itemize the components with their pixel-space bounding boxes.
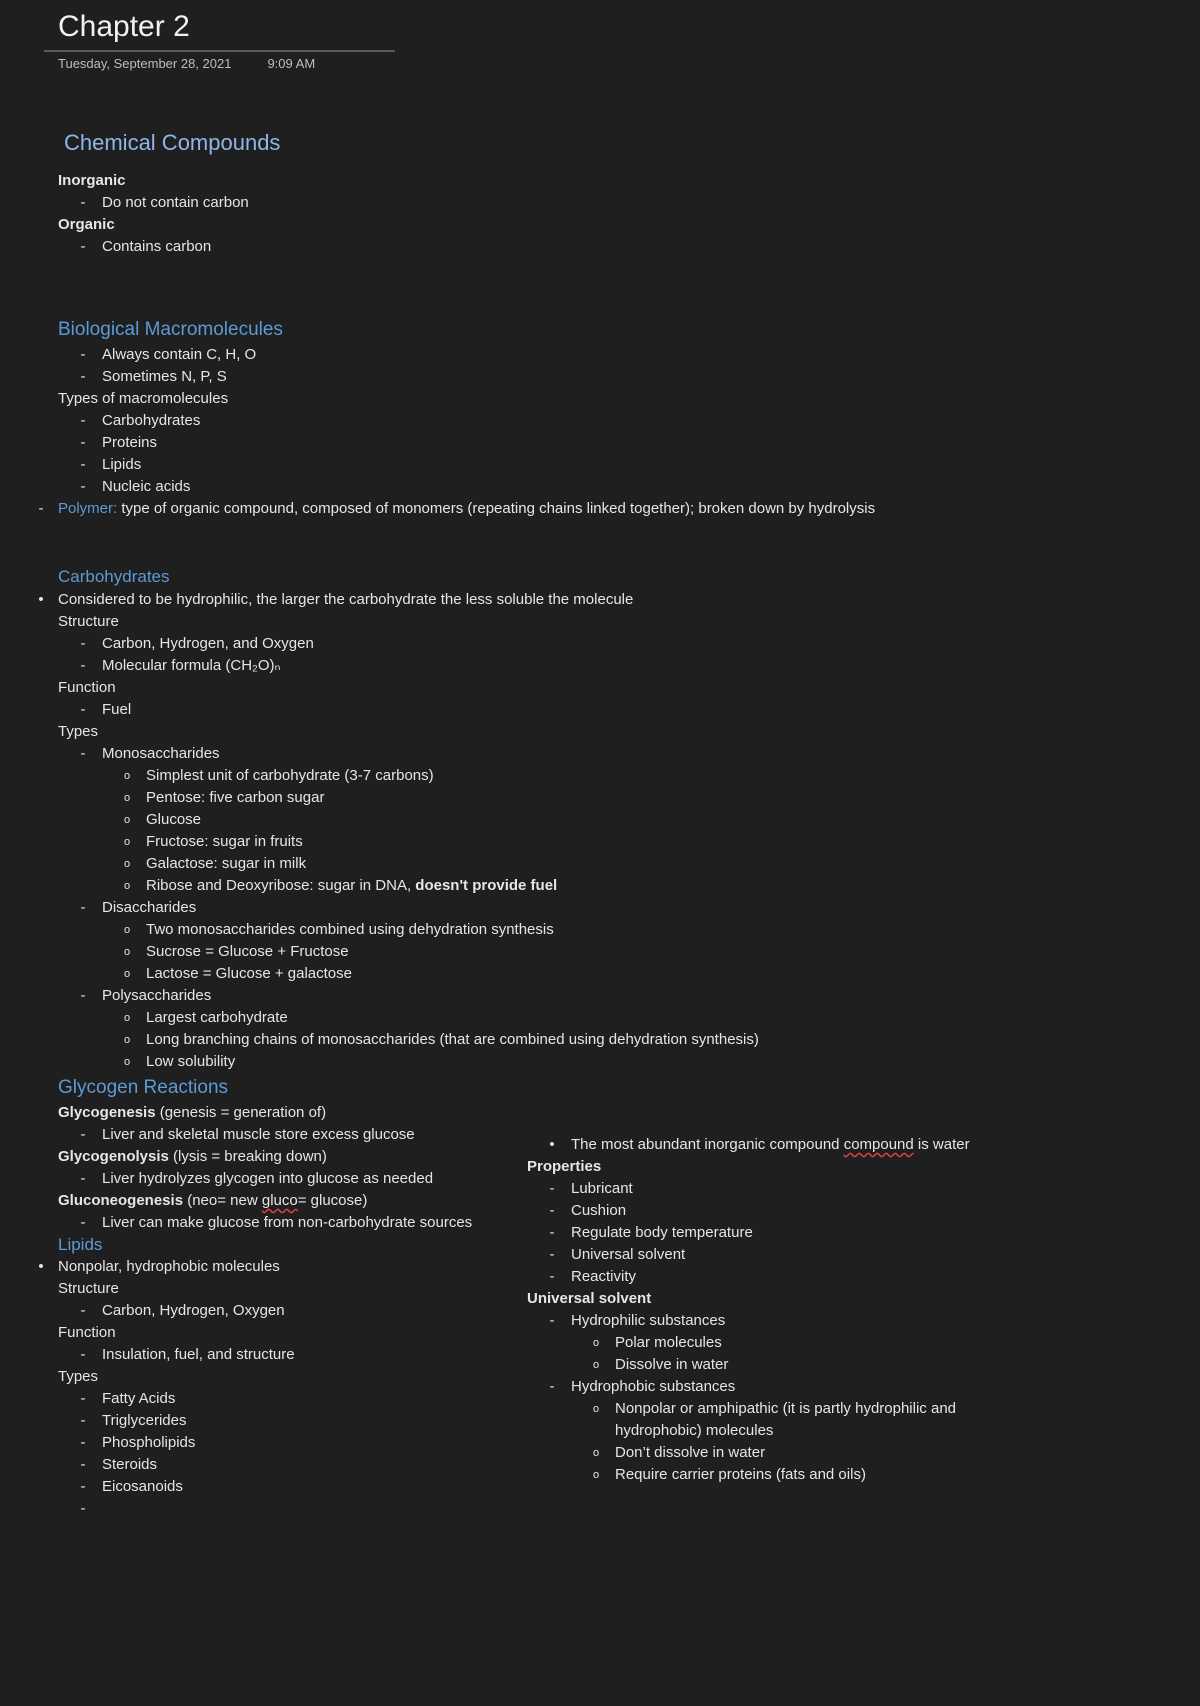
list-item: - Carbon, Hydrogen, Oxygen <box>58 1300 538 1322</box>
dash-bullet-icon: - <box>549 1224 555 1241</box>
list-item: - Liver and skeletal muscle store excess glucose <box>58 1124 538 1146</box>
glycogenolysis-line: Glycogenolysis (lysis = breaking down) <box>58 1148 327 1165</box>
chemical-compounds-section <box>58 126 558 258</box>
list-item: - Cushion <box>527 1200 1047 1222</box>
list-item: o Polar molecules <box>527 1332 1047 1354</box>
circle-bullet-icon: o <box>123 792 131 804</box>
dash-bullet-icon: - <box>80 346 86 363</box>
list-item: o Simplest unit of carbohydrate (3-7 carbons) <box>58 765 958 787</box>
carbohydrates-heading: Carbohydrates <box>58 567 170 586</box>
water-section <box>527 1134 1047 1486</box>
list-item: o Low solubility <box>58 1051 958 1073</box>
dash-bullet-icon: - <box>80 1390 86 1407</box>
dash-bullet-icon: - <box>80 1500 86 1517</box>
list-item: - Fuel <box>58 699 958 721</box>
lipids-heading: Lipids <box>58 1235 103 1254</box>
inorganic-label: Inorganic <box>58 172 126 189</box>
dash-bullet-icon: - <box>549 1246 555 1263</box>
circle-bullet-icon: o <box>123 946 131 958</box>
dash-bullet-icon: - <box>80 899 86 916</box>
list-item: - Liver can make glucose from non-carbohydrate sources <box>58 1212 538 1234</box>
list-item: - Contains carbon <box>58 236 558 258</box>
page-date: Tuesday, September 28, 2021 <box>58 56 232 71</box>
circle-bullet-icon: o <box>592 1359 600 1371</box>
page-title: Chapter 2 <box>58 10 190 43</box>
polymer-definition: - Polymer: type of organic compound, composed of monomers (repeating chains linked together); broken down by hydrolysis <box>58 498 898 520</box>
list-item: o Require carrier proteins (fats and oils) <box>527 1464 1047 1486</box>
glycogen-lipids-section <box>38 1074 538 1520</box>
list-item: o Galactose: sugar in milk <box>58 853 958 875</box>
polymer-term: Polymer: <box>58 500 118 517</box>
glycogen-reactions-heading: Glycogen Reactions <box>58 1077 229 1098</box>
list-item: - Triglycerides <box>58 1410 538 1432</box>
dash-bullet-icon: - <box>80 456 86 473</box>
list-item: - Insulation, fuel, and structure <box>58 1344 538 1366</box>
round-bullet-icon: • <box>38 591 44 608</box>
round-bullet-icon: • <box>38 1258 44 1275</box>
dash-bullet-icon: - <box>80 701 86 718</box>
structure-label: Structure <box>58 1280 119 1297</box>
function-label: Function <box>58 1324 116 1341</box>
list-item: - Do not contain carbon <box>58 192 558 214</box>
list-item: - Liver hydrolyzes glycogen into glucose as needed <box>58 1168 538 1190</box>
list-item: - Reactivity <box>527 1266 1047 1288</box>
page-time: 9:09 AM <box>267 56 316 71</box>
circle-bullet-icon: o <box>123 880 131 892</box>
circle-bullet-icon: o <box>592 1469 600 1481</box>
organic-label: Organic <box>58 216 115 233</box>
dash-bullet-icon: - <box>80 1170 86 1187</box>
water-note: • The most abundant inorganic compound compound is water <box>527 1134 1047 1156</box>
list-item: - Lubricant <box>527 1178 1047 1200</box>
dash-bullet-icon: - <box>80 1126 86 1143</box>
dash-bullet-icon: - <box>80 1346 86 1363</box>
circle-bullet-icon: o <box>123 1034 131 1046</box>
properties-label: Properties <box>527 1158 602 1175</box>
list-item: o Long branching chains of monosaccharides (that are combined using dehydration synthesis) <box>58 1029 958 1051</box>
dash-bullet-icon: - <box>549 1268 555 1285</box>
circle-bullet-icon: o <box>123 770 131 782</box>
circle-bullet-icon: o <box>123 836 131 848</box>
round-bullet-icon: • <box>549 1136 555 1153</box>
list-item: - Steroids <box>58 1454 538 1476</box>
dash-bullet-icon: - <box>80 1302 86 1319</box>
title-divider <box>44 50 395 52</box>
dash-bullet-icon: - <box>80 238 86 255</box>
dash-bullet-icon: - <box>549 1312 555 1329</box>
circle-bullet-icon: o <box>123 1012 131 1024</box>
biological-macromolecules-heading: Biological Macromolecules <box>58 319 283 340</box>
carbohydrates-note: • Considered to be hydrophilic, the larger the carbohydrate the less soluble the molecule <box>58 589 958 611</box>
list-item: - Regulate body temperature <box>527 1222 1047 1244</box>
dash-bullet-icon: - <box>80 412 86 429</box>
dash-bullet-icon: - <box>80 635 86 652</box>
hydrophilic-label: - Hydrophilic substances <box>527 1310 1047 1332</box>
dash-bullet-icon: - <box>80 1478 86 1495</box>
circle-bullet-icon: o <box>592 1337 600 1349</box>
types-label: Types of macromolecules <box>58 390 229 407</box>
list-item: - Phospholipids <box>58 1432 538 1454</box>
list-item: o Nonpolar or amphipathic (it is partly hydrophilic and hydrophobic) molecules <box>527 1398 1015 1442</box>
list-item: - Eicosanoids <box>58 1476 538 1498</box>
dash-bullet-icon: - <box>80 1214 86 1231</box>
list-item: - Molecular formula (CH₂O)ₙ <box>58 655 958 677</box>
circle-bullet-icon: o <box>123 968 131 980</box>
list-item: - Proteins <box>58 432 958 454</box>
dash-bullet-icon: - <box>80 194 86 211</box>
list-item: - Sometimes N, P, S <box>58 366 958 388</box>
list-item: o Pentose: five carbon sugar <box>58 787 958 809</box>
dash-bullet-icon: - <box>38 500 44 517</box>
list-item: - Fatty Acids <box>58 1388 538 1410</box>
page-timestamp <box>58 56 351 71</box>
polysaccharides-label: - Polysaccharides <box>58 985 958 1007</box>
dash-bullet-icon: - <box>549 1202 555 1219</box>
circle-bullet-icon: o <box>592 1447 600 1459</box>
dash-bullet-icon: - <box>80 478 86 495</box>
circle-bullet-icon: o <box>592 1403 600 1415</box>
gluconeogenesis-line: Gluconeogenesis (neo= new gluco= glucose) <box>58 1192 368 1209</box>
circle-bullet-icon: o <box>123 924 131 936</box>
list-item: - Carbon, Hydrogen, and Oxygen <box>58 633 958 655</box>
dash-bullet-icon: - <box>80 1412 86 1429</box>
list-item: o Don’t dissolve in water <box>527 1442 1047 1464</box>
circle-bullet-icon: o <box>123 858 131 870</box>
biological-macromolecules-section <box>38 316 958 520</box>
list-item: - Carbohydrates <box>58 410 958 432</box>
list-item: - Always contain C, H, O <box>58 344 958 366</box>
circle-bullet-icon: o <box>123 814 131 826</box>
dash-bullet-icon: - <box>80 1456 86 1473</box>
types-label: Types <box>58 1368 99 1385</box>
hydrophobic-label: - Hydrophobic substances <box>527 1376 1047 1398</box>
glycogenesis-line: Glycogenesis (genesis = generation of) <box>58 1104 327 1121</box>
dash-bullet-icon: - <box>80 1434 86 1451</box>
dash-bullet-icon: - <box>80 987 86 1004</box>
list-item: o Sucrose = Glucose + Fructose <box>58 941 958 963</box>
structure-label: Structure <box>58 613 119 630</box>
dash-bullet-icon: - <box>80 434 86 451</box>
list-item: o Lactose = Glucose + galactose <box>58 963 958 985</box>
list-item: - Nucleic acids <box>58 476 958 498</box>
list-item: - Lipids <box>58 454 958 476</box>
carbohydrates-section <box>38 565 958 1073</box>
list-item: o Largest carbohydrate <box>58 1007 958 1029</box>
dash-bullet-icon: - <box>80 657 86 674</box>
universal-solvent-label: Universal solvent <box>527 1290 652 1307</box>
function-label: Function <box>58 679 116 696</box>
circle-bullet-icon: o <box>123 1056 131 1068</box>
disaccharides-label: - Disaccharides <box>58 897 958 919</box>
lipids-note: • Nonpolar, hydrophobic molecules <box>58 1256 538 1278</box>
list-item: o Glucose <box>58 809 958 831</box>
monosaccharides-label: - Monosaccharides <box>58 743 958 765</box>
list-item: o Fructose: sugar in fruits <box>58 831 958 853</box>
types-label: Types <box>58 723 99 740</box>
list-item: o Two monosaccharides combined using dehydration synthesis <box>58 919 958 941</box>
chemical-compounds-heading: Chemical Compounds <box>64 130 281 155</box>
dash-bullet-icon: - <box>549 1180 555 1197</box>
list-item: - Universal solvent <box>527 1244 1047 1266</box>
list-item: o Dissolve in water <box>527 1354 1047 1376</box>
dash-bullet-icon: - <box>549 1378 555 1395</box>
dash-bullet-icon: - <box>80 745 86 762</box>
list-item <box>58 1498 538 1520</box>
list-item: o Ribose and Deoxyribose: sugar in DNA, doesn't provide fuel <box>58 875 958 897</box>
dash-bullet-icon: - <box>80 368 86 385</box>
